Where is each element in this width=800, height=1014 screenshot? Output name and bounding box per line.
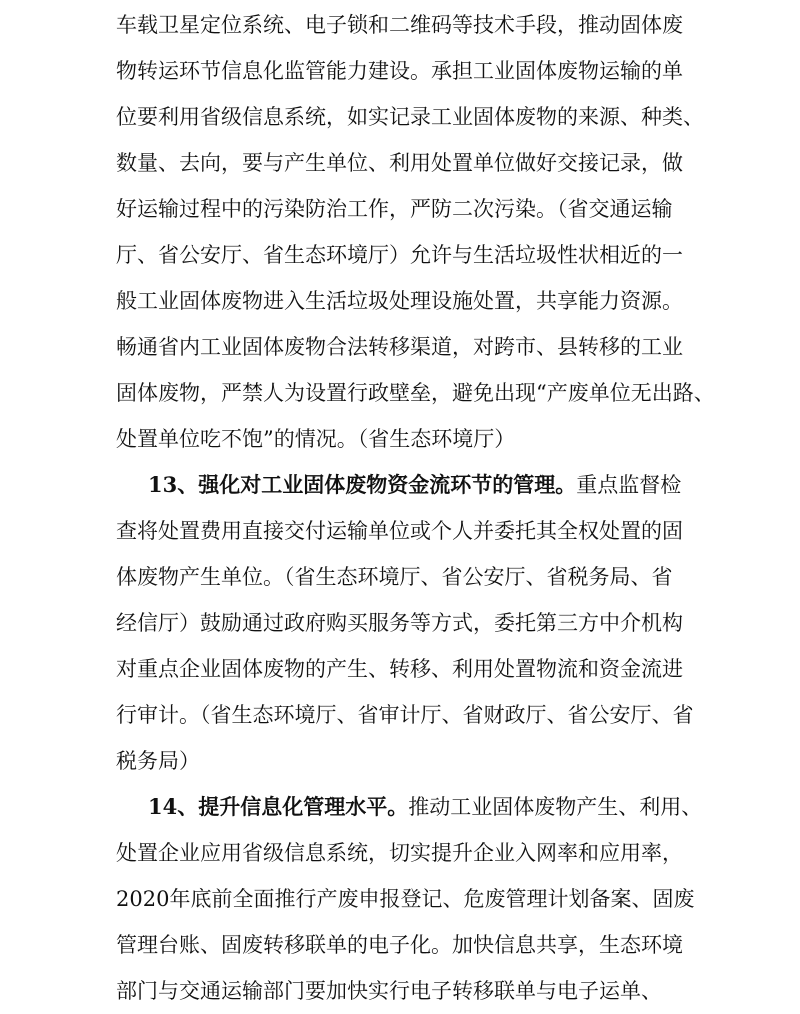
text-line: 部门与交通运输部门要加快实行电子转移联单与电子运单、 bbox=[116, 979, 662, 1003]
text-line: 管理台账、固废转移联单的电子化。加快信息共享，生态环境 bbox=[116, 933, 683, 957]
text-line: 畅通省内工业固体废物合法转移渠道，对跨市、县转移的工业 bbox=[116, 335, 683, 359]
text-line: 固体废物，严禁人为设置行政壁垒，避免出现“产废单位无出路、 bbox=[116, 381, 715, 405]
text-line-first bbox=[0, 784, 800, 830]
paragraph-item-14 bbox=[0, 784, 800, 1014]
text-line: 车载卫星定位系统、电子锁和二维码等技术手段，推动固体废 bbox=[116, 13, 683, 37]
paragraph-item-13 bbox=[0, 462, 800, 784]
text-line: 查将处置费用直接交付运输单位或个人并委托其全权处置的固 bbox=[116, 519, 683, 543]
text-line: 行审计。（省生态环境厅、省审计厅、省财政厅、省公安厅、省 bbox=[116, 703, 694, 727]
text-line: 税务局） bbox=[116, 749, 200, 773]
item-heading: 13、强化对工业固体废物资金流环节的管理。 bbox=[148, 472, 577, 497]
text-line-first bbox=[0, 462, 800, 508]
text-line: 好运输过程中的污染防治工作，严防二次污染。（省交通运输 bbox=[116, 197, 673, 221]
text-line: 经信厅）鼓励通过政府购买服务等方式，委托第三方中介机构 bbox=[116, 611, 683, 635]
text-line: 2020年底前全面推行产废申报登记、危废管理计划备案、固废 bbox=[116, 887, 695, 911]
paragraph-transport-supervision bbox=[0, 2, 800, 462]
text-line: 物转运环节信息化监管能力建设。承担工业固体废物运输的单 bbox=[116, 59, 683, 83]
text-line: 对重点企业固体废物的产生、转移、利用处置物流和资金流进 bbox=[116, 657, 683, 681]
item-heading: 14、提升信息化管理水平。 bbox=[148, 794, 409, 819]
text-line: 数量、去向，要与产生单位、利用处置单位做好交接记录，做 bbox=[116, 151, 683, 175]
text-line: 般工业固体废物进入生活垃圾处理设施处置，共享能力资源。 bbox=[116, 289, 683, 313]
text-line: 处置企业应用省级信息系统，切实提升企业入网率和应用率， bbox=[116, 841, 683, 865]
text-run: 重点监督检 bbox=[576, 473, 682, 497]
text-line: 厅、省公安厅、省生态环境厅）允许与生活垃圾性状相近的一 bbox=[116, 243, 683, 267]
text-line: 处置单位吃不饱”的情况。（省生态环境厅） bbox=[116, 427, 516, 451]
text-line: 体废物产生单位。（省生态环境厅、省公安厅、省税务局、省 bbox=[116, 565, 673, 589]
text-line: 位要利用省级信息系统，如实记录工业固体废物的来源、种类、 bbox=[116, 105, 704, 129]
text-run: 推动工业固体废物产生、利用、 bbox=[408, 795, 703, 819]
